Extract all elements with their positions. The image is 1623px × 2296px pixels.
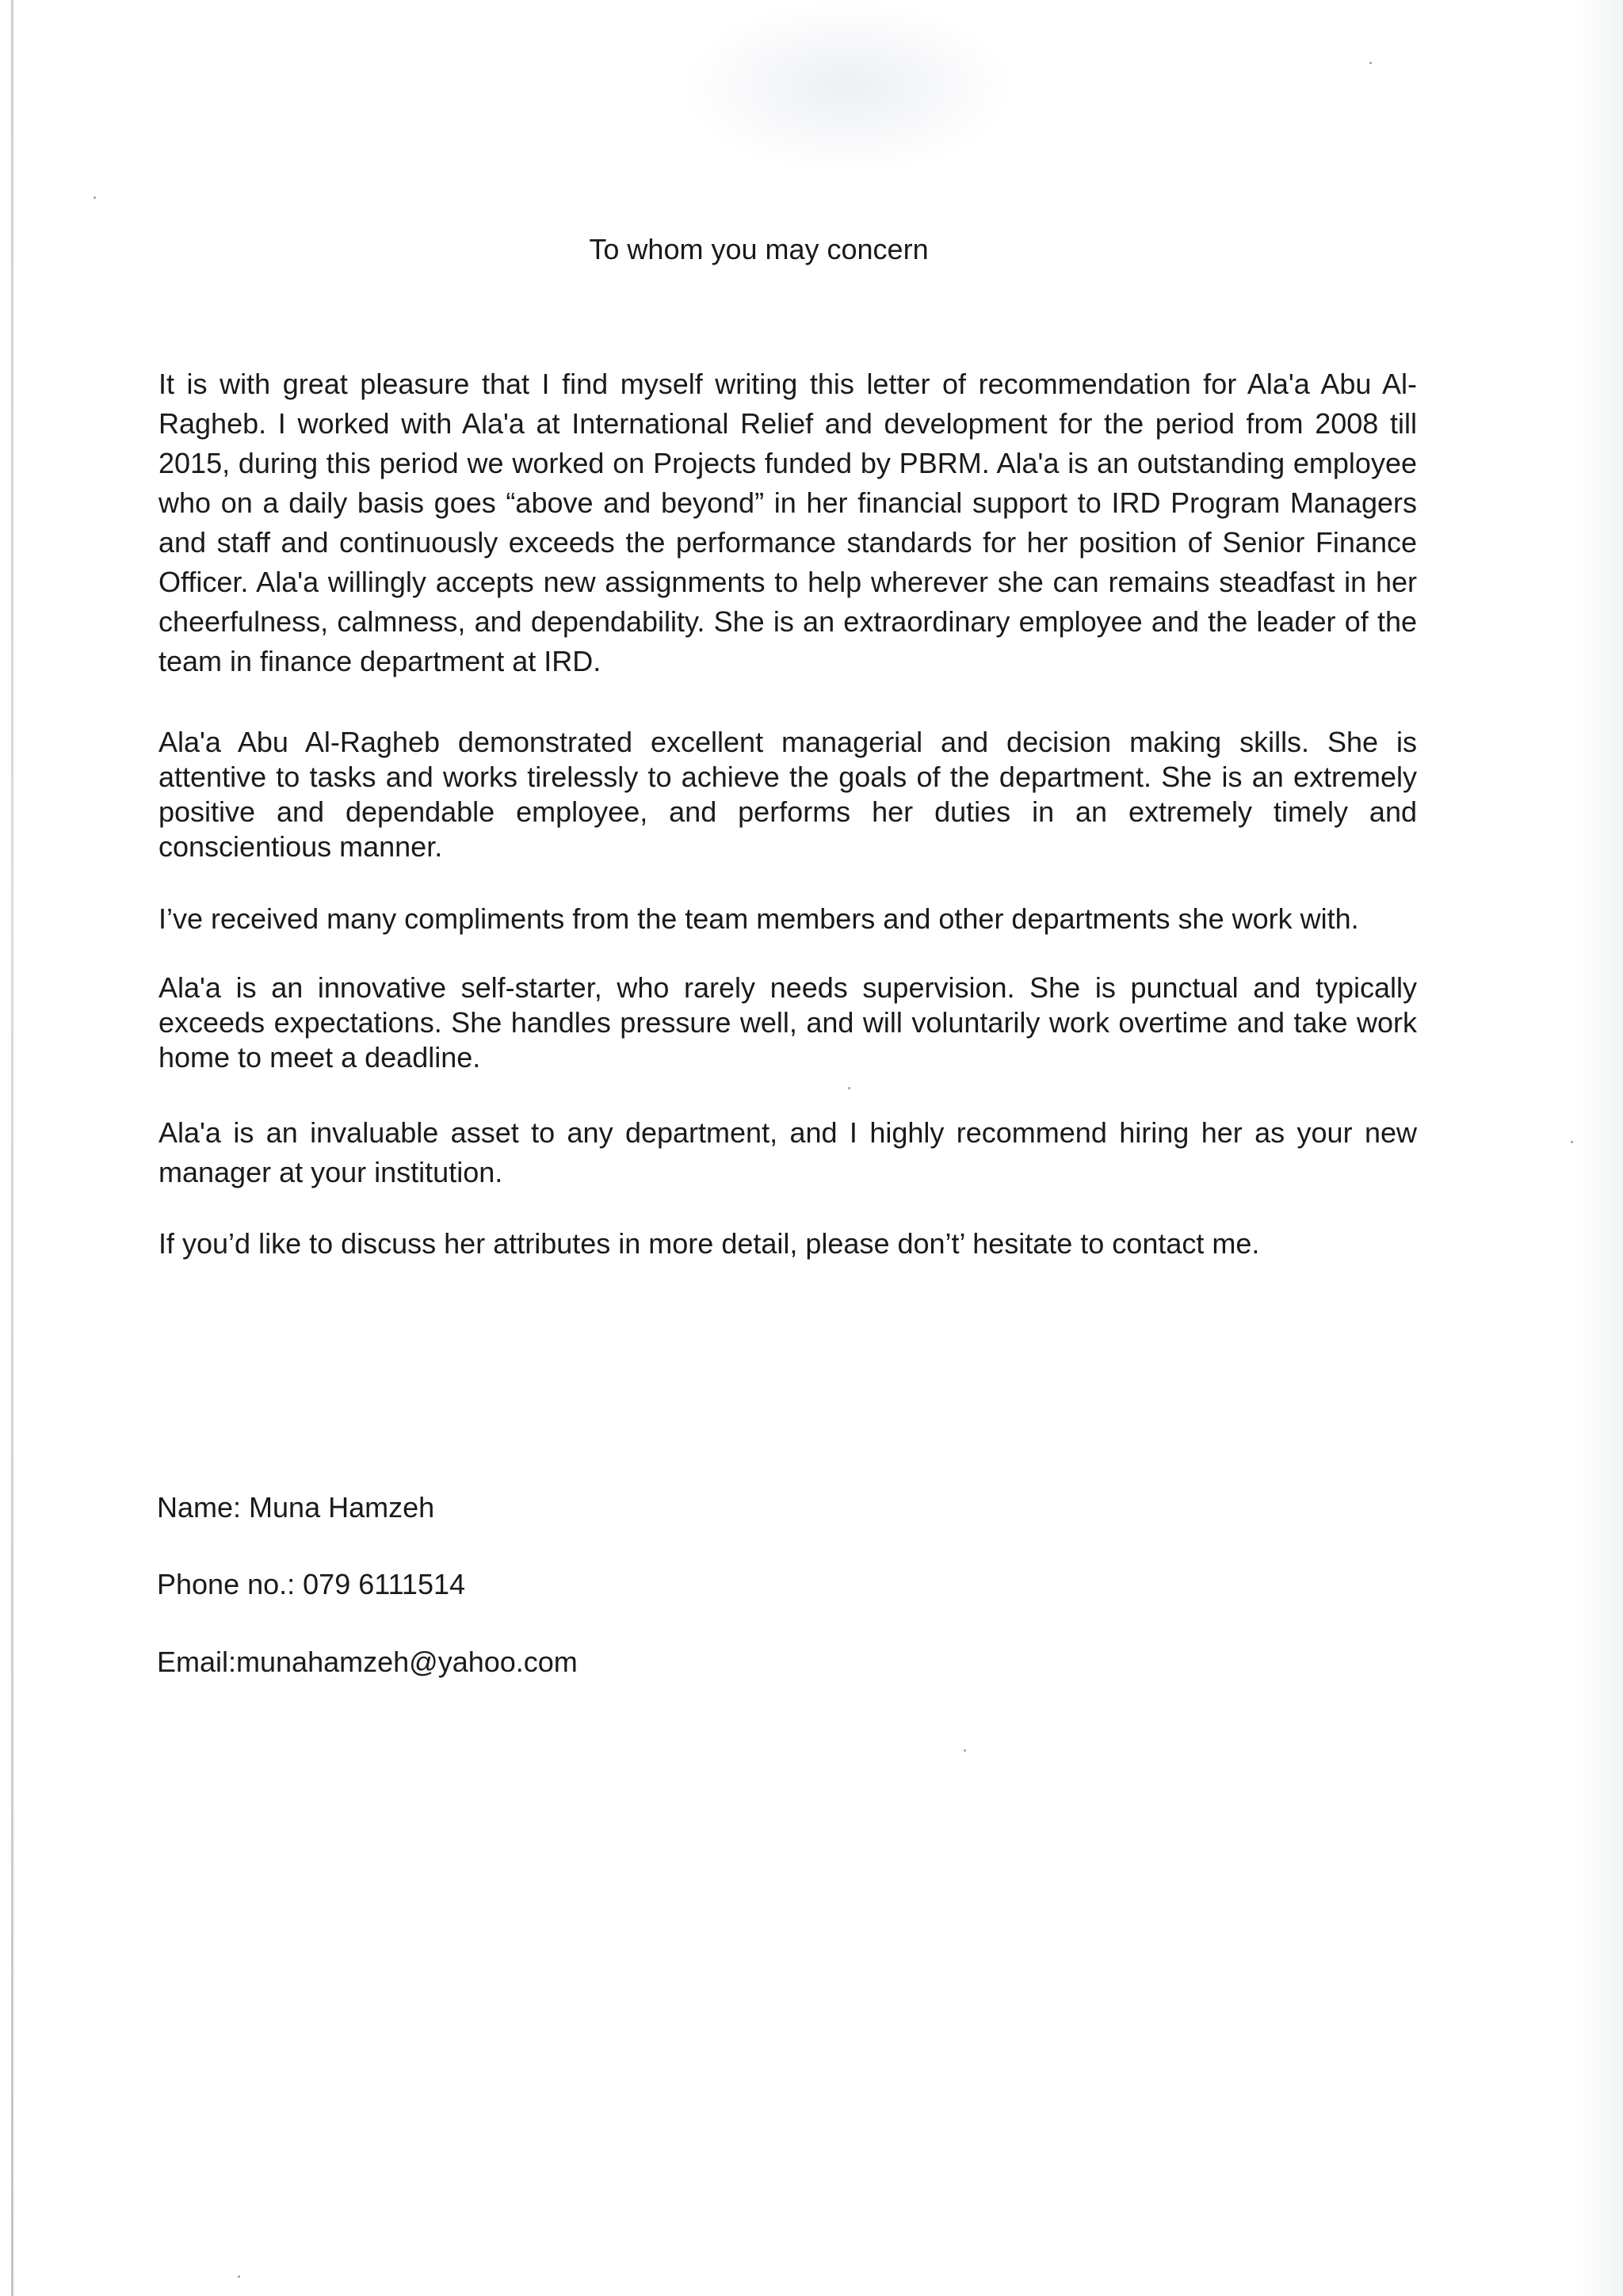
- scan-speck: [94, 196, 96, 199]
- signature-name: Name: Muna Hamzeh: [157, 1491, 435, 1524]
- scan-speck: [848, 1087, 850, 1089]
- paragraph-introduction: It is with great pleasure that I find myself writing this letter of recommendation for Ala'a Abu Al-Ragheb. I worked with Ala'a at International Relief and development for the period from 2008 till 2015, during this period we worked on Projects funded by PBRM. Ala'a is an outstanding employee who on a daily basis goes “above and beyond” in her financial support to IRD Program Managers and staff and continuously exceeds the performance standards for her position of Senior Finance Officer. Ala'a willingly accepts new assignments to help wherever she can remains steadfast in her cheerfulness, calmness, and dependability. She is an extraordinary employee and the leader of the team in finance department at IRD.: [158, 368, 1417, 677]
- paragraph-contact: If you’d like to discuss her attributes in more detail, please don’t’ hesitate to contact me.: [158, 1227, 1260, 1260]
- scan-speck: [238, 2275, 240, 2278]
- scan-edge-left: [11, 0, 13, 2296]
- salutation: To whom you may concern: [589, 233, 929, 265]
- scan-edge-right: [1575, 0, 1623, 2296]
- paragraph-recommendation: Ala'a is an invaluable asset to any department, and I highly recommend hiring her as your new manager at your institution.: [158, 1116, 1417, 1188]
- scan-speck: [1571, 1141, 1573, 1143]
- paragraph-compliments: I’ve received many compliments from the team members and other departments she work with.: [158, 902, 1359, 935]
- paragraph-skills: Ala'a Abu Al-Ragheb demonstrated excellent managerial and decision making skills. She is attentive to tasks and works tirelessly to achieve the goals of the department. She is an extremely positive and dependable employee, and performs her duties in an extremely timely and conscientious manner.: [158, 726, 1417, 863]
- paragraph-self-starter: Ala'a is an innovative self-starter, who rarely needs supervision. She is punctual and typically exceeds expectations. She handles pressure well, and will voluntarily work overtime and take work home to meet a deadline.: [158, 971, 1417, 1074]
- signature-email: Email:munahamzeh@yahoo.com: [157, 1646, 578, 1678]
- scan-smudge: [682, 0, 1014, 174]
- scan-speck: [1369, 62, 1372, 64]
- scan-speck: [964, 1749, 966, 1752]
- signature-phone: Phone no.: 079 6111514: [157, 1568, 466, 1600]
